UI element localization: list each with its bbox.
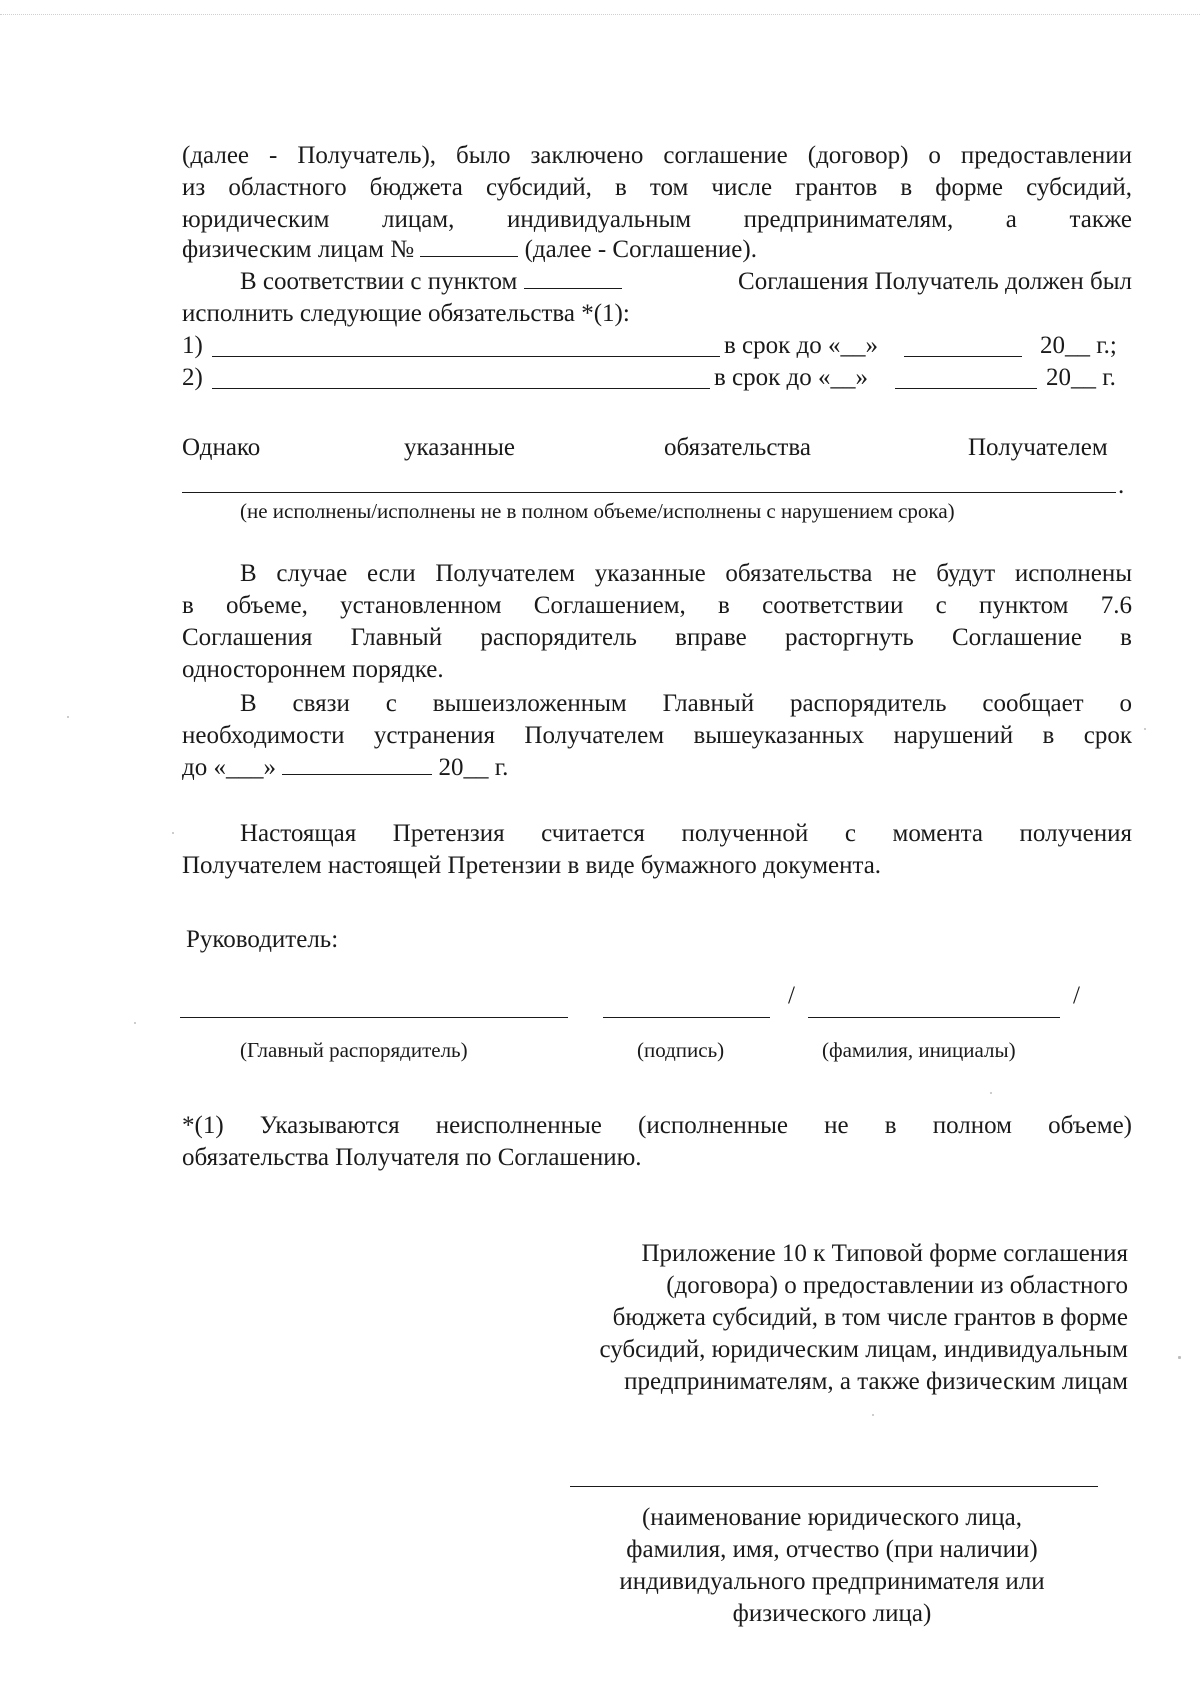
signature-slash-2: / [1073,982,1080,1009]
intro-line-1: (далее - Получатель), было заключено соглашение (договор) о предоставлении [182,142,1132,169]
obligations-line-1 [240,266,1132,298]
footnote-line-2: обязательства Получателя по Соглашению. [182,1144,642,1171]
scan-edge-line [0,14,1200,17]
termination-line-1: В случае если Получателем указанные обязательства не будут исполнены [240,560,1132,587]
scan-speck [172,832,174,834]
clause-number-blank [524,266,622,289]
obligation-item-2-deadline: в срок до «__» [714,364,869,391]
obligation-item-2-number: 2) [182,364,203,391]
received-line-1: Настоящая Претензия считается полученной с момента получения [240,820,1132,847]
however-word-3: обязательства [664,434,811,461]
recipient-caption-line-4: физического лица) [732,1600,932,1627]
signature-slash-1: / [788,982,795,1009]
head-label: Руководитель: [186,926,339,953]
appendix-line-3: бюджета субсидий, в том числе грантов в форме [612,1304,1128,1331]
appendix-line-1: Приложение 10 к Типовой форме соглашения [641,1240,1128,1267]
recipient-caption-block [572,1502,1092,1630]
recipient-blank-line [570,1486,1098,1487]
termination-line-2: в объеме, установленном Соглашением, в соответствии с пунктом 7.6 [182,592,1132,619]
notice-line-1: В связи с вышеизложенным Главный распорядитель сообщает о [240,690,1132,717]
obligations-line-2: исполнить следующие обязательства *(1): [182,300,630,327]
notice-line-3 [182,752,508,784]
received-line-2: Получателем настоящей Претензии в виде бумажного документа. [182,852,882,879]
however-caption: (не исполнены/исполнены не в полном объеме/исполнены с нарушением срока) [240,499,955,523]
appendix-line-5: предпринимателям, а также физическим лицам [624,1368,1128,1395]
intro-line-2: из областного бюджета субсидий, в том числе грантов в форме субсидий, [182,174,1132,201]
termination-line-3: Соглашения Главный распорядитель вправе расторгнуть Соглашение в [182,624,1132,651]
distributor-blank [180,1017,568,1018]
appendix-line-2: (договора) о предоставлении из областного [666,1272,1128,1299]
obligations-line-1-suffix: Соглашения Получатель должен был [738,268,1132,295]
obligation-item-1-number: 1) [182,332,203,359]
however-word-2: указанные [404,434,515,461]
scan-speck [990,1092,992,1094]
scan-speck [1144,728,1146,730]
name-blank [808,1017,1060,1018]
intro-line-4-prefix: физическим лицам № [182,236,415,263]
intro-line-4-suffix: (далее - Соглашение). [524,236,757,263]
recipient-caption-line-3: индивидуального предпринимателя или [619,1568,1045,1595]
however-word-1: Однако [182,434,261,461]
intro-line-3: юридическим лицам, индивидуальным предпринимателям, а также [182,206,1132,233]
obligation-item-1-year: 20__ г.; [1040,332,1117,359]
caption-signature: (подпись) [637,1038,725,1062]
obligations-line-1-prefix: В соответствии с пунктом [240,268,518,295]
notice-line-2: необходимости устранения Получателем вышеуказанных нарушений в срок [182,722,1132,749]
termination-line-4: одностороннем порядке. [182,656,444,683]
scan-speck [1178,1356,1181,1359]
scan-speck [872,1414,874,1416]
footnote-line-1: *(1) Указываются неисполненные (исполненные не в полном объеме) [182,1112,1132,1139]
recipient-caption-line-2: фамилия, имя, отчество (при наличии) [626,1536,1038,1563]
notice-line-3-suffix: 20__ г. [438,754,509,781]
obligation-item-1-date-blank [904,356,1022,357]
obligation-item-2-date-blank [895,388,1037,389]
appendix-block [508,1238,1128,1398]
signature-blank [603,1017,770,1018]
obligation-item-1-deadline: в срок до «__» [724,332,879,359]
notice-date-blank [282,752,432,775]
intro-line-4 [182,234,757,266]
scan-speck [67,716,69,718]
caption-name: (фамилия, инициалы) [822,1038,1016,1062]
recipient-caption-line-1: (наименование юридического лица, [641,1504,1023,1531]
obligation-item-1-blank [212,356,720,357]
scan-speck [134,1022,136,1024]
notice-line-3-prefix: до «___» [182,754,276,781]
appendix-line-4: субсидий, юридическим лицам, индивидуальным [599,1336,1128,1363]
however-blank-line [182,492,1116,493]
however-word-4: Получателем [968,434,1108,461]
caption-distributor: (Главный распорядитель) [240,1038,468,1062]
obligation-item-2-year: 20__ г. [1046,364,1116,391]
however-period: . [1118,472,1125,499]
agreement-number-blank [420,234,518,257]
obligation-item-2-blank [212,388,710,389]
